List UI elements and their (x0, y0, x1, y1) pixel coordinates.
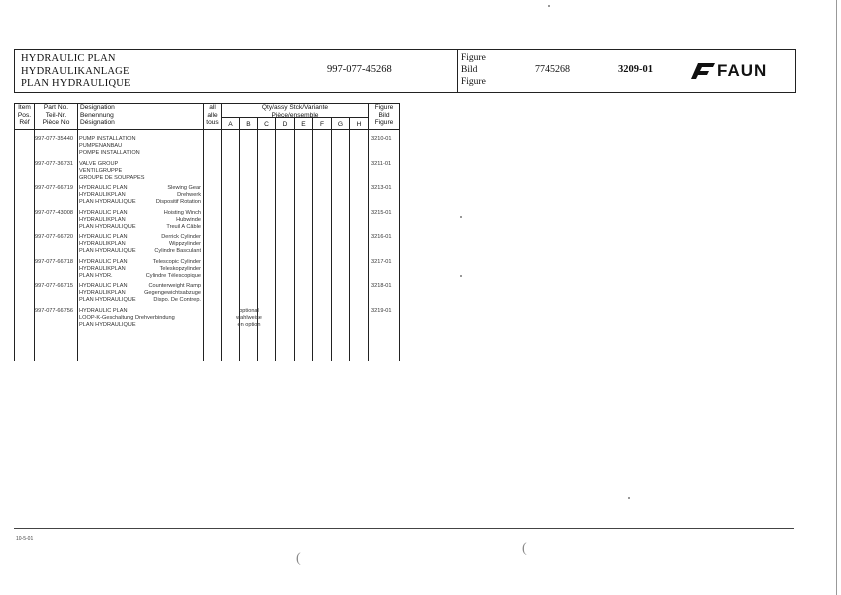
table-cell-figure: 3215-01 (371, 209, 392, 216)
designation-text: PLAN HYDRAULIQUE (79, 297, 136, 304)
designation-text: HYDRAULIKPLAN (79, 265, 126, 272)
designation-detail: Slewing Gear (167, 185, 201, 191)
designation-detail: Counterweight Ramp (148, 283, 201, 289)
header-part-no: Part No. Teil-Nr. Pièce No (42, 104, 70, 127)
figure-number: 3209-01 (618, 64, 653, 75)
col-line (275, 117, 276, 361)
designation-text: PLAN HYDRAULIQUE (79, 248, 136, 255)
scan-mark: ( (522, 541, 527, 556)
scan-dot (460, 275, 462, 277)
scan-edge-line (836, 0, 837, 595)
table-cell-part-no: 997-077-36731 (35, 160, 73, 167)
header-variant-f: F (319, 121, 325, 128)
designation-text: HYDRAULIC PLAN (79, 307, 128, 314)
col-line (331, 117, 332, 361)
header-qty: Qty/assy Stck/Variante Pièce/ensemble (261, 104, 329, 119)
table-cell-designation (79, 283, 201, 305)
header-variant-h: H (356, 121, 362, 128)
table-cell-figure: 3218-01 (371, 283, 392, 289)
col-line (312, 117, 313, 361)
designation-text: GROUPE DE SOUPAPES (79, 174, 145, 181)
footer-date: 10-5-01 (16, 536, 34, 542)
col-line (14, 103, 15, 361)
header-variant-e: E (301, 121, 306, 128)
figure-label-german: Bild (461, 65, 478, 75)
designation-detail: Wippzylinder (168, 241, 201, 248)
scan-dot (628, 497, 630, 499)
designation-text: HYDRAULIC PLAN (79, 258, 128, 265)
header-variant-g: G (337, 121, 344, 128)
table-cell-figure: 3217-01 (371, 258, 392, 265)
designation-text: PUMPENANBAU (79, 143, 123, 150)
col-line (368, 103, 369, 361)
faun-logo-mark-icon (691, 63, 715, 79)
title-english: HYDRAULIC PLAN (21, 53, 116, 64)
table-cell-part-no: 997-077-35440 (35, 136, 73, 142)
header-all: all alle tous (206, 104, 219, 127)
designation-detail: Teleskopzylinder (159, 265, 201, 272)
faun-logo (691, 61, 791, 81)
designation-text: PLAN HYDRAULIQUE (79, 321, 136, 328)
designation-text: HYDRAULIC PLAN (79, 234, 128, 240)
faun-logo-text: FAUN (717, 61, 768, 80)
parts-table (14, 103, 399, 361)
designation-detail: Telescopic Cylinder (152, 258, 201, 265)
designation-text: HYDRAULIC PLAN (79, 185, 128, 191)
scan-mark: ( (296, 551, 301, 566)
header-designation: Designation Benennung Désignation (80, 104, 115, 127)
designation-detail: Dispo. De Contrep. (153, 297, 201, 304)
col-line (399, 103, 400, 361)
designation-detail: Cylindre Télescopique (145, 272, 201, 279)
header-variant-b: B (246, 121, 251, 128)
designation-text: HYDRAULIKPLAN (79, 290, 126, 297)
scan-dot (548, 5, 550, 7)
designation-detail: Drehwerk (177, 192, 201, 199)
designation-text: HYDRAULIKPLAN (79, 216, 126, 223)
table-cell-figure: 3216-01 (371, 234, 392, 240)
table-cell-figure: 3213-01 (371, 185, 392, 191)
footer-rule (14, 528, 794, 529)
table-cell-part-no: 997-077-66718 (35, 258, 73, 265)
designation-text: PLAN HYDR. (79, 272, 113, 279)
designation-detail: Derrick Cylinder (161, 234, 201, 240)
table-cell-figure: 3219-01 (371, 307, 392, 314)
designation-detail: Hubwinde (176, 216, 201, 223)
designation-text: HYDRAULIKPLAN (79, 192, 126, 199)
table-cell-option-note (232, 308, 266, 330)
table-cell-designation (79, 185, 201, 207)
document-header (14, 49, 796, 93)
designation-detail: Treuil A Câble (166, 223, 201, 230)
header-item: Item Pos. Réf (17, 104, 32, 127)
designation-text: VENTILGRUPPE (79, 167, 123, 174)
table-cell-designation (79, 308, 201, 330)
designation-detail: Hoisting Winch (163, 209, 201, 216)
header-figure: Figure Bild Figure (374, 104, 394, 127)
figure-label-english: Figure (461, 53, 486, 63)
option-note-line: wahlweise (236, 314, 262, 321)
table-cell-designation (79, 234, 201, 256)
table-cell-designation (79, 136, 201, 158)
col-line (294, 117, 295, 361)
header-bottom-line (14, 129, 399, 130)
bild-number: 7745268 (535, 64, 570, 75)
designation-text: VALVE GROUP (79, 160, 119, 167)
col-line (203, 103, 204, 361)
table-cell-figure: 3210-01 (371, 136, 392, 142)
option-note-line: optional (239, 307, 259, 314)
designation-text: HYDRAULIKPLAN (79, 241, 126, 248)
table-cell-part-no: 997-077-66756 (35, 307, 73, 314)
designation-detail: Cylindre Basculant (154, 248, 201, 255)
designation-detail: Gegengewichtsabzuge (144, 290, 201, 297)
designation-detail: Dispositif Rotation (155, 199, 201, 206)
scan-dot (460, 216, 462, 218)
title-german: HYDRAULIKANLAGE (21, 66, 130, 77)
designation-text: HYDRAULIC PLAN (79, 283, 128, 289)
header-variant-d: D (282, 121, 288, 128)
table-cell-part-no: 997-077-66715 (35, 283, 73, 289)
header-part-number: 997-077-45268 (327, 64, 392, 75)
col-line (77, 103, 78, 361)
designation-text: PLAN HYDRAULIQUE (79, 223, 136, 230)
designation-text: PUMP INSTALLATION (79, 136, 136, 142)
figure-label-french: Figure (461, 77, 486, 87)
header-divider (457, 50, 458, 92)
table-cell-part-no: 997-077-43008 (35, 209, 73, 216)
title-french: PLAN HYDRAULIQUE (21, 78, 131, 89)
table-cell-designation (79, 161, 201, 183)
table-cell-part-no: 997-077-66720 (35, 234, 73, 240)
col-line (221, 103, 222, 361)
table-cell-figure: 3211-01 (371, 160, 392, 167)
designation-text: PLAN HYDRAULIQUE (79, 199, 136, 206)
table-cell-designation (79, 259, 201, 281)
table-cell-designation (79, 210, 201, 232)
designation-text: POMPE INSTALLATION (79, 150, 140, 157)
designation-text: LOOP-K-Geschaltung Drehverbindung (79, 314, 175, 321)
header-variant-a: A (228, 121, 233, 128)
header-variant-c: C (264, 121, 269, 128)
option-note-line: en option (237, 321, 261, 328)
designation-text: HYDRAULIC PLAN (79, 209, 128, 216)
col-line (349, 117, 350, 361)
table-cell-part-no: 997-077-66719 (35, 185, 73, 191)
